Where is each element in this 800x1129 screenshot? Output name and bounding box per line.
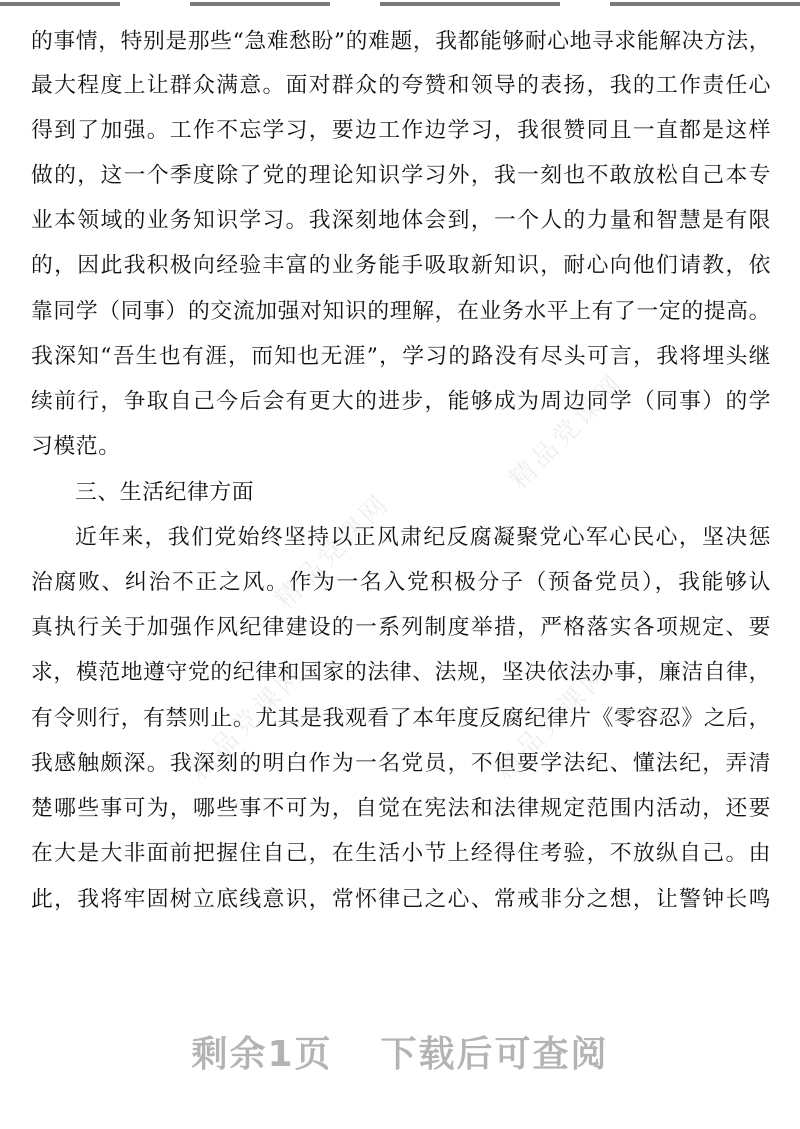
download-to-view-text: 下载后可查阅 <box>380 1034 609 1075</box>
previous-line-fragment <box>0 0 800 8</box>
body-line-12: 近年来，我们党始终坚持以正风肃纪反腐凝聚党心军心民心，坚决惩 <box>75 525 771 550</box>
body-line-1: 的事情，特别是那些“急难愁盼”的难题，我都能够耐心地寻求能解决方法， <box>31 29 772 54</box>
body-line-7: 靠同学（同事）的交流加强对知识的理解，在业务水平上有了一定的提高。 <box>31 299 771 324</box>
body-line-10: 习模范。 <box>31 434 121 459</box>
body-line-20: 此，我将牢固树立底线意识，常怀律己之心、常戒非分之想，让警钟长鸣 <box>31 887 771 912</box>
body-line-9: 续前行，争取自己今后会有更大的进步，能够成为周边同学（同事）的学 <box>31 389 771 414</box>
body-line-14: 真执行关于加强作风纪律建设的一系列制度举措，严格落实各项规定、要 <box>31 615 771 640</box>
body-line-15: 求，模范地遵守党的纪律和国家的法律、法规，坚决依法办事，廉洁自律， <box>31 660 771 685</box>
watermark-upper-right: 精品党课网 <box>504 368 632 496</box>
body-line-6: 的，因此我积极向经验丰富的业务能手吸取新知识，耐心向他们请教，依 <box>31 253 771 278</box>
section-heading: 三、生活纪律方面 <box>75 480 255 505</box>
body-line-4: 做的，这一个季度除了党的理论知识学习外，我一刻也不敢放松自己本专 <box>31 163 771 188</box>
watermark-lower-left: 精品党课网 <box>184 658 312 786</box>
watermark-lower-right: 精品党课网 <box>489 658 617 786</box>
body-line-5: 业本领域的业务知识学习。我深刻地体会到，一个人的力量和智慧是有限 <box>31 208 771 233</box>
body-line-16: 有令则行，有禁则止。尤其是我观看了本年度反腐纪律片《零容忍》之后， <box>31 706 771 731</box>
remaining-pages-text: 剩余1页 <box>191 1034 333 1075</box>
watermark-center: 精品党课网 <box>269 488 397 616</box>
body-line-8: 我深知“吾生也有涯，而知也无涯”，学习的路没有尽头可言，我将埋头继 <box>31 344 771 369</box>
body-line-18: 楚哪些事可为，哪些事不可为，自觉在宪法和法律规定范围内活动，还要 <box>31 796 771 821</box>
body-line-13: 治腐败、纠治不正之风。作为一名入党积极分子（预备党员），我能够认 <box>31 570 771 595</box>
remaining-pages-banner[interactable] <box>0 1025 800 1085</box>
body-line-17: 我感触颇深。我深刻的明白作为一名党员，不但要学法纪、懂法纪，弄清 <box>31 751 771 776</box>
body-line-3: 得到了加强。工作不忘学习，要边工作边学习，我很赞同且一直都是这样 <box>31 118 771 143</box>
body-line-2: 最大程度上让群众满意。面对群众的夸赞和领导的表扬，我的工作责任心 <box>31 73 771 98</box>
body-line-19: 在大是大非面前把握住自己，在生活小节上经得住考验，不放纵自己。由 <box>31 841 771 866</box>
